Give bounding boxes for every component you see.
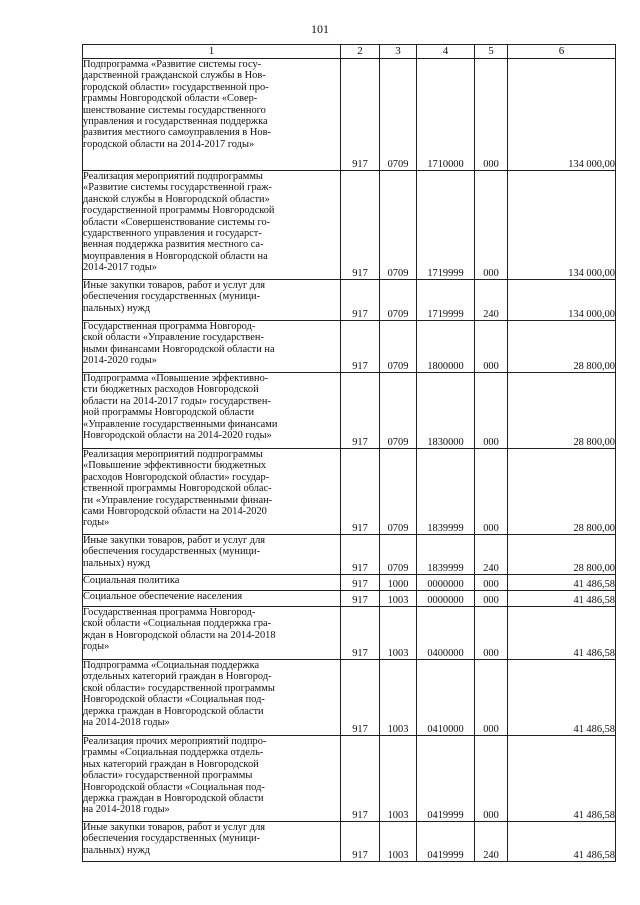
table-row: [83, 449, 616, 535]
column-header: 6: [508, 45, 616, 59]
row-type-cell-text: 000: [483, 723, 499, 735]
row-code-cell: [341, 660, 380, 736]
row-amount-cell-text: 134 000,00: [568, 158, 615, 170]
row-name-cell: [83, 607, 341, 660]
row-code-cell: [341, 449, 380, 535]
row-amount-cell-text: 41 486,58: [573, 594, 615, 606]
row-target-cell-text: 0000000: [427, 594, 464, 606]
column-header: 2: [341, 45, 380, 59]
row-type-cell-text: 000: [483, 578, 499, 590]
row-type-cell: [475, 660, 508, 736]
row-target-cell: [417, 607, 475, 660]
row-section-cell: [380, 575, 417, 591]
row-name-cell: [83, 736, 341, 822]
row-code-cell: [341, 822, 380, 862]
row-code-cell: [341, 736, 380, 822]
row-section-cell-text: 1000: [387, 578, 409, 590]
row-section-cell: [380, 321, 417, 373]
row-section-cell-text: 1003: [387, 849, 409, 861]
row-section-cell: [380, 449, 417, 535]
row-target-cell-text: 1719999: [427, 308, 464, 320]
row-amount-cell-text: 28 800,00: [573, 522, 615, 534]
row-amount-cell: [508, 607, 616, 660]
row-code-cell-text: 917: [352, 647, 368, 659]
row-amount-cell-text: 134 000,00: [568, 308, 615, 320]
row-code-cell: [341, 575, 380, 591]
row-section-cell: [380, 822, 417, 862]
row-target-cell: [417, 660, 475, 736]
row-target-cell: [417, 280, 475, 321]
row-amount-cell: [508, 660, 616, 736]
row-code-cell: [341, 59, 380, 171]
table-row: [83, 591, 616, 607]
row-type-cell-text: 240: [483, 849, 499, 861]
row-amount-cell-text: 41 486,58: [573, 849, 615, 861]
row-code-cell-text: 917: [352, 360, 368, 372]
row-name-cell-text: Подпрограмма «Развитие системы госу- дарственной гражданской службы в Нов- городской области» государственной про- граммы Новгородской области «Совер- шенствование системы государственного управления и государственная поддержка развития местного самоуправления в Нов- городской области на 2014-2017 годы»: [83, 59, 271, 150]
row-code-cell: [341, 171, 380, 280]
row-name-cell: [83, 575, 341, 591]
table-row: [83, 607, 616, 660]
row-name-cell: [83, 59, 341, 171]
row-name-cell-text: Иные закупки товаров, работ и услуг для обеспечения государственных (муници- пальных) нужд: [83, 822, 266, 856]
row-target-cell: [417, 449, 475, 535]
row-type-cell: [475, 171, 508, 280]
row-code-cell-text: 917: [352, 849, 368, 861]
table-row: [83, 171, 616, 280]
row-name-cell: [83, 449, 341, 535]
row-amount-cell: [508, 449, 616, 535]
row-amount-cell-text: 28 800,00: [573, 436, 615, 448]
row-name-cell: [83, 280, 341, 321]
table-row: [83, 373, 616, 449]
row-name-cell-text: Государственная программа Новгород- ской области «Управление государствен- ными финансами Новгородской области на 2014-2020 годы»: [83, 321, 275, 367]
row-target-cell-text: 0400000: [427, 647, 464, 659]
row-amount-cell: [508, 171, 616, 280]
row-name-cell-text: Реализация мероприятий подпрограммы «Развитие системы государственной граж- данской службы в Новгородской области» государственной программы Новгородской области «Совершенствование системы го- сударственного управления и государст- венная поддержка развития местного са- моуправления в Новгородской области на 2014-2017 годы»: [83, 171, 275, 274]
row-name-cell: [83, 822, 341, 862]
row-section-cell: [380, 280, 417, 321]
row-target-cell-text: 1839999: [427, 522, 464, 534]
column-header: 1: [83, 45, 341, 59]
row-code-cell-text: 917: [352, 578, 368, 590]
row-code-cell-text: 917: [352, 308, 368, 320]
row-target-cell: [417, 321, 475, 373]
row-target-cell: [417, 575, 475, 591]
row-amount-cell-text: 28 800,00: [573, 562, 615, 574]
row-code-cell-text: 917: [352, 809, 368, 821]
row-section-cell-text: 1003: [387, 809, 409, 821]
row-type-cell-text: 000: [483, 594, 499, 606]
row-name-cell: [83, 373, 341, 449]
row-type-cell-text: 000: [483, 158, 499, 170]
row-type-cell: [475, 373, 508, 449]
table-row: [83, 321, 616, 373]
row-target-cell: [417, 373, 475, 449]
row-section-cell: [380, 373, 417, 449]
row-type-cell-text: 000: [483, 647, 499, 659]
row-name-cell-text: Социальное обеспечение населения: [83, 591, 243, 602]
row-name-cell-text: Реализация мероприятий подпрограммы «Повышение эффективности бюджетных расходов Новгородской области» государ- ственной программы Новгородской облас- ти «Управление государственными финан- сами Новгородской области на 2014-2020 годы»: [83, 449, 273, 529]
row-amount-cell-text: 134 000,00: [568, 267, 615, 279]
table-row: [83, 575, 616, 591]
row-code-cell: [341, 280, 380, 321]
page-number: 101: [311, 22, 329, 36]
row-type-cell: [475, 822, 508, 862]
row-section-cell: [380, 59, 417, 171]
row-section-cell-text: 0709: [387, 158, 409, 170]
row-amount-cell: [508, 280, 616, 321]
row-type-cell: [475, 736, 508, 822]
row-name-cell-text: Подпрограмма «Социальная поддержка отдельных категорий граждан в Новгород- ской области» государственной программы Новгородской области «Социальная под- держка граждан в Новгородской области на 2014-2018 годы»: [83, 660, 275, 729]
row-type-cell: [475, 280, 508, 321]
row-name-cell-text: Подпрограмма «Повышение эффективно- сти бюджетных расходов Новгородской области на 2014-2017 годы» государствен- ной программы Новгородской области «Управление государственными финансами Новгородской области на 2014-2020 годы»: [83, 373, 278, 442]
column-header: 3: [380, 45, 417, 59]
row-target-cell-text: 1800000: [427, 360, 464, 372]
row-code-cell-text: 917: [352, 158, 368, 170]
row-amount-cell: [508, 591, 616, 607]
row-type-cell-text: 240: [483, 308, 499, 320]
row-section-cell-text: 0709: [387, 436, 409, 448]
row-section-cell-text: 0709: [387, 522, 409, 534]
row-target-cell-text: 0419999: [427, 809, 464, 821]
row-type-cell: [475, 321, 508, 373]
row-target-cell-text: 1719999: [427, 267, 464, 279]
row-amount-cell: [508, 736, 616, 822]
table-row: [83, 660, 616, 736]
row-target-cell: [417, 736, 475, 822]
budget-table: [82, 44, 616, 862]
row-type-cell: [475, 607, 508, 660]
row-amount-cell: [508, 535, 616, 575]
row-code-cell-text: 917: [352, 723, 368, 735]
row-name-cell: [83, 321, 341, 373]
row-type-cell-text: 000: [483, 360, 499, 372]
row-target-cell-text: 0419999: [427, 849, 464, 861]
row-target-cell: [417, 822, 475, 862]
row-type-cell-text: 000: [483, 522, 499, 534]
row-target-cell: [417, 171, 475, 280]
row-section-cell-text: 0709: [387, 267, 409, 279]
row-target-cell: [417, 59, 475, 171]
row-section-cell-text: 1003: [387, 723, 409, 735]
table-row: [83, 535, 616, 575]
row-section-cell: [380, 607, 417, 660]
row-section-cell: [380, 591, 417, 607]
budget-table-body: [83, 45, 616, 862]
row-name-cell-text: Государственная программа Новгород- ской области «Социальная поддержка гра- ждан в Новгородской области на 2014-2018 годы»: [83, 607, 276, 653]
row-name-cell: [83, 171, 341, 280]
row-amount-cell: [508, 59, 616, 171]
row-type-cell-text: 240: [483, 562, 499, 574]
table-header-row: [83, 45, 616, 59]
table-row: [83, 736, 616, 822]
row-type-cell-text: 000: [483, 436, 499, 448]
row-section-cell-text: 1003: [387, 647, 409, 659]
row-section-cell: [380, 171, 417, 280]
row-code-cell-text: 917: [352, 522, 368, 534]
row-section-cell-text: 0709: [387, 562, 409, 574]
row-target-cell-text: 0000000: [427, 578, 464, 590]
row-type-cell: [475, 535, 508, 575]
row-name-cell-text: Социальная политика: [83, 575, 180, 586]
table-row: [83, 59, 616, 171]
row-name-cell: [83, 591, 341, 607]
row-amount-cell-text: 41 486,58: [573, 809, 615, 821]
row-section-cell: [380, 660, 417, 736]
row-code-cell: [341, 321, 380, 373]
row-code-cell: [341, 591, 380, 607]
row-name-cell-text: Иные закупки товаров, работ и услуг для обеспечения государственных (муници- пальных) нужд: [83, 280, 266, 314]
table-row: [83, 280, 616, 321]
row-amount-cell: [508, 321, 616, 373]
row-section-cell: [380, 736, 417, 822]
row-type-cell: [475, 59, 508, 171]
row-section-cell-text: 1003: [387, 594, 409, 606]
row-target-cell-text: 1710000: [427, 158, 464, 170]
row-type-cell: [475, 591, 508, 607]
table-row: [83, 822, 616, 862]
row-type-cell-text: 000: [483, 267, 499, 279]
row-code-cell-text: 917: [352, 267, 368, 279]
row-code-cell: [341, 373, 380, 449]
row-amount-cell: [508, 822, 616, 862]
row-code-cell-text: 917: [352, 594, 368, 606]
row-amount-cell-text: 41 486,58: [573, 647, 615, 659]
row-section-cell: [380, 535, 417, 575]
row-type-cell: [475, 575, 508, 591]
column-header: 4: [417, 45, 475, 59]
row-code-cell: [341, 607, 380, 660]
row-target-cell-text: 1830000: [427, 436, 464, 448]
row-name-cell: [83, 535, 341, 575]
row-name-cell-text: Иные закупки товаров, работ и услуг для обеспечения государственных (муници- пальных) нужд: [83, 535, 266, 569]
row-section-cell-text: 0709: [387, 360, 409, 372]
row-target-cell-text: 0410000: [427, 723, 464, 735]
row-code-cell-text: 917: [352, 562, 368, 574]
row-amount-cell: [508, 373, 616, 449]
row-code-cell: [341, 535, 380, 575]
row-amount-cell-text: 41 486,58: [573, 578, 615, 590]
row-type-cell-text: 000: [483, 809, 499, 821]
row-name-cell-text: Реализация прочих мероприятий подпро- граммы «Социальная поддержка отдель- ных категорий граждан в Новгородской области» государственной программы Новгородской области «Социальная под- держка граждан в Новгородской области на 2014-2018 годы»: [83, 736, 267, 816]
row-code-cell-text: 917: [352, 436, 368, 448]
row-target-cell: [417, 535, 475, 575]
row-type-cell: [475, 449, 508, 535]
row-section-cell-text: 0709: [387, 308, 409, 320]
row-name-cell: [83, 660, 341, 736]
row-target-cell: [417, 591, 475, 607]
row-target-cell-text: 1839999: [427, 562, 464, 574]
row-amount-cell-text: 41 486,58: [573, 723, 615, 735]
row-amount-cell: [508, 575, 616, 591]
column-header: 5: [475, 45, 508, 59]
row-amount-cell-text: 28 800,00: [573, 360, 615, 372]
